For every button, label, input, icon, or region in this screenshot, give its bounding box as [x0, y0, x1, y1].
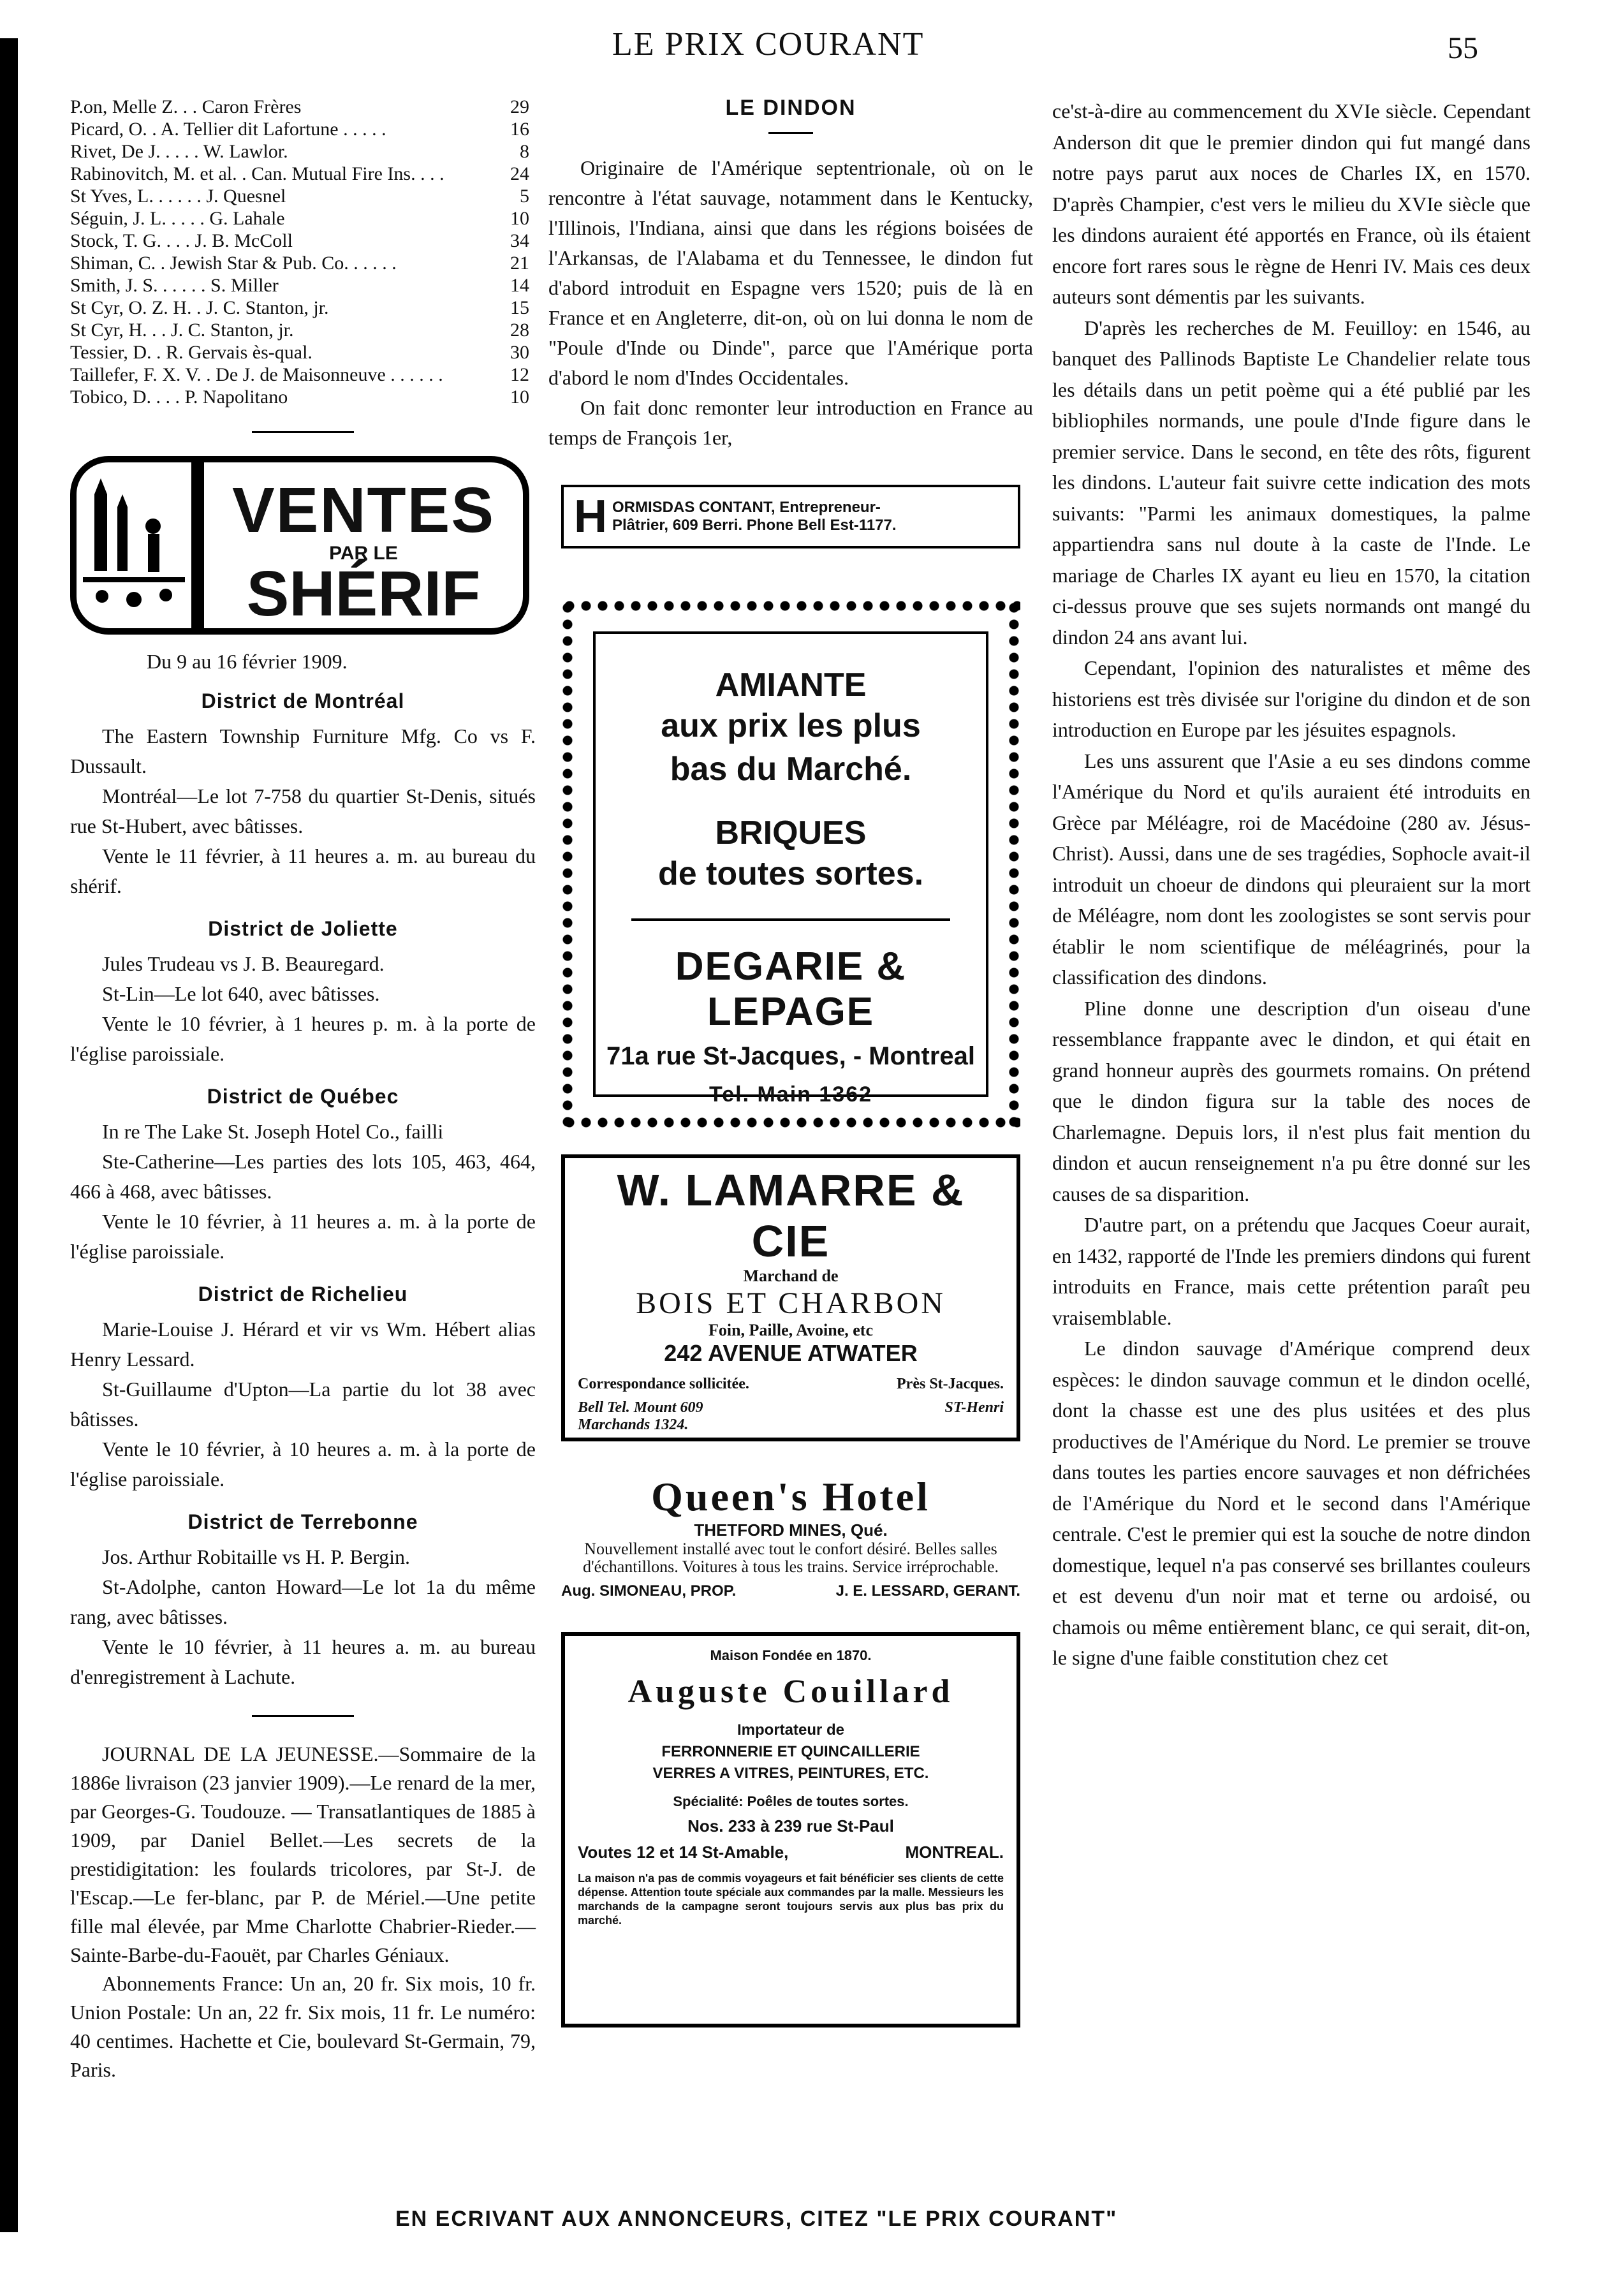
ad-line: Aug. SIMONEAU, PROP. — [561, 1582, 737, 1600]
paragraph: On fait donc remonter leur introduction en France au temps de François 1er, — [548, 396, 1033, 449]
list-row — [70, 230, 529, 252]
paragraph: Montréal—Le lot 7-758 du quartier St-Denis, situés rue St-Hubert, avec bâtisses. — [70, 784, 536, 837]
list-row — [70, 140, 529, 163]
ad-company: Auguste Couillard — [628, 1674, 954, 1710]
paragraph: D'autre part, on a prétendu que Jacques Coeur aurait, en 1432, rapporté de l'Inde les premiers dindons qui furent introduits en France, mais cette prétention paraît peu vraisemblable. — [1052, 1213, 1530, 1329]
list-value: 24 — [510, 163, 529, 184]
list-name: Rivet, De J. . . . . W. Lawlor. — [70, 141, 288, 162]
ad-line: VERRES A VITRES, PEINTURES, ETC. — [652, 1765, 929, 1782]
paragraph: Vente le 10 février, à 10 heures a. m. à la porte de l'église paroissiale. — [70, 1438, 536, 1490]
column-3 — [1052, 96, 1530, 1674]
list-value: 28 — [510, 320, 529, 341]
divider — [631, 918, 950, 921]
judgment-list — [70, 96, 529, 408]
divider — [252, 1715, 354, 1717]
list-name: Shiman, C. . Jewish Star & Pub. Co. . . . . . — [70, 253, 397, 274]
ad-description: Nouvellement installé avec tout le confort désiré. Belles salles d'échantillons. Voitures à tous les trains. Service irréprochable. — [582, 1540, 999, 1576]
journal-notice — [70, 1740, 536, 2084]
dot-border — [1008, 600, 1020, 1129]
ad-row — [578, 1843, 1004, 1862]
article-headline: LE DINDON — [725, 96, 856, 120]
list-name: Tobico, D. . . . P. Napolitano — [70, 386, 288, 408]
sherif-illustration — [70, 456, 198, 635]
list-value: 10 — [510, 208, 529, 229]
paragraph: Jules Trudeau vs J. B. Beauregard. — [102, 952, 385, 975]
list-name: Picard, O. . A. Tellier dit Lafortune . . . . . — [70, 119, 386, 140]
column-1 — [70, 96, 536, 2084]
ad-line: AMIANTE — [715, 666, 867, 703]
district-title: District de Québec — [207, 1085, 399, 1108]
divider — [768, 132, 813, 134]
ad-line: bas du Marché. — [670, 751, 912, 788]
column-2 — [548, 96, 1033, 2027]
ad-phone: Tel. Main 1362 — [708, 1082, 873, 1107]
ad-line: Importateur de — [737, 1721, 845, 1739]
ad-address: 71a rue St-Jacques, - Montreal — [606, 1042, 975, 1070]
list-value: 10 — [510, 386, 529, 408]
list-row — [70, 274, 529, 297]
list-row — [70, 319, 529, 341]
list-row — [70, 364, 529, 386]
ad-line: Voutes 12 et 14 St-Amable, — [578, 1843, 789, 1862]
cathedral-icon — [77, 462, 191, 628]
ad-line: Près St-Jacques. — [897, 1376, 1004, 1392]
paragraph: Les uns assurent que l'Asie a eu ses dindons comme l'Amérique du Nord et qu'ils auraient été introduits en Grèce par Méléagre, roi de Macédoine (280 av. Jésus-Christ). Aussi, dans une de ses tragédies, Sophocle avait-il introduit un choeur de dindons qui pleuraient sur la mort de Méléagre, nom dont les zoologistes se sont servis pour établir le nom scientifique de méléagrinés, pour la classification des dindons. — [1052, 749, 1530, 989]
ad-hormisdas — [561, 485, 1020, 548]
list-value: 29 — [510, 96, 529, 117]
district-title: District de Terrebonne — [187, 1510, 418, 1533]
paragraph: Abonnements France: Un an, 20 fr. Six mois, 10 fr. Union Postale: Un an, 22 fr. Six mois, 11 fr. Le numéro: 40 centimes. Hachette et Cie, boulevard St-Germain, 79, Paris. — [70, 1972, 536, 2081]
ad-line: ORMISDAS CONTANT, Entrepreneur- — [612, 499, 881, 516]
ad-line: BOIS ET CHARBON — [636, 1286, 946, 1320]
ad-row — [561, 1582, 1020, 1600]
ad-lamarre — [561, 1154, 1020, 1441]
paragraph: ce'st-à-dire au commencement du XVIe siècle. Cependant Anderson dit que le premier dindon qui fut mangé dans notre pays parut aux noces de Charles IX, en 1570. D'après Champier, c'est vers le milieu du XVIe siècle que les dindons auraient été apportés en France, où ils étaient encore fort rares sous le règne de Henri IV. Mais ces deux auteurs sont démentis par les suivants. — [1052, 99, 1530, 308]
list-row — [70, 118, 529, 140]
dot-border — [561, 600, 1020, 612]
page-footer: EN ECRIVANT AUX ANNONCEURS, CITEZ "LE PRIX COURANT" — [395, 2207, 1118, 2231]
page-header — [0, 26, 1600, 70]
list-name: St Cyr, O. Z. H. . J. C. Stanton, jr. — [70, 297, 329, 318]
list-value: 14 — [510, 275, 529, 296]
paragraph: St-Adolphe, canton Howard—Le lot 1a du même rang, avec bâtisses. — [70, 1575, 536, 1628]
list-row — [70, 163, 529, 185]
sherif-label: SHÉRIF — [246, 558, 481, 629]
ad-row — [578, 1399, 1004, 1417]
ad-location: THETFORD MINES, Qué. — [694, 1520, 888, 1540]
ad-company: W. LAMARRE & CIE — [617, 1165, 965, 1266]
drop-letter: H — [574, 491, 607, 542]
ad-line: Correspondance sollicitée. — [578, 1376, 749, 1392]
ad-line: Plâtrier, 609 Berri. Phone Bell Est-1177. — [612, 517, 897, 534]
ad-line: J. E. LESSARD, GERANT. — [835, 1582, 1020, 1600]
ad-address: Nos. 233 à 239 rue St-Paul — [687, 1816, 894, 1836]
ad-line: Foin, Paille, Avoine, etc — [708, 1321, 874, 1339]
ad-address: 242 AVENUE ATWATER — [664, 1340, 918, 1366]
ad-line: MONTREAL. — [905, 1843, 1004, 1862]
paragraph: St-Guillaume d'Upton—La partie du lot 38 avec bâtisses. — [70, 1378, 536, 1431]
ad-line: Spécialité: Poêles de toutes sortes. — [673, 1793, 909, 1809]
list-value: 5 — [520, 186, 529, 207]
paragraph: Le dindon sauvage d'Amérique comprend deux espèces: le dindon sauvage commun et le dindon ocellé, dont la chasse est une des plus usitées et des plus productives de l'Amérique du Nord. Le premier se trouve dans toutes les parties encore sauvages et non défrichées de l'Amérique du Nord et le second dans l'Amérique centrale. C'est le premier qui est la souche de notre dindon domestique, lequel n'a pas conservé ses brillantes couleurs et est devenu d'un noir mat et terne ou ardoisé, ou chamois ou même entièrement blanc, ce qui serait, dit-on, le signe d'une faible constitution chez cet — [1052, 1337, 1530, 1669]
ad-line: BRIQUES — [715, 814, 867, 851]
ad-line: Maison Fondée en 1870. — [710, 1647, 872, 1663]
list-row — [70, 96, 529, 118]
sherif-banner — [70, 456, 529, 641]
dot-border — [561, 1116, 1020, 1129]
paragraph: Pline donne une description d'un oiseau d'une ressemblance frappante avec le dindon, et qui était en grand honneur auprès des gourmets romains. On prétend que le dindon figura sur la table des noces de Charlemagne. Depuis lors, il n'est plus fait mention du dindon et aucun renseignement n'a pu être donné sur les causes de sa disparition. — [1052, 996, 1530, 1205]
district-title: District de Joliette — [208, 917, 398, 940]
list-row — [70, 252, 529, 274]
list-value: 21 — [510, 253, 529, 274]
list-name: Taillefer, F. X. V. . De J. de Maisonneuve . . . . . . — [70, 364, 443, 385]
list-value: 30 — [510, 342, 529, 363]
list-row — [70, 386, 529, 408]
ad-line: FERRONNERIE ET QUINCAILLERIE — [661, 1743, 920, 1760]
list-name: Rabinovitch, M. et al. . Can. Mutual Fire Ins. . . . — [70, 163, 444, 184]
list-name: Smith, J. S. . . . . . S. Miller — [70, 275, 279, 296]
list-row — [70, 185, 529, 207]
list-value: 8 — [520, 141, 529, 162]
ad-row — [578, 1376, 1004, 1393]
ad-queens-hotel — [561, 1473, 1020, 1600]
paragraph: Marie-Louise J. Hérard et vir vs Wm. Hébert alias Henry Lessard. — [70, 1318, 536, 1371]
divider — [252, 431, 354, 433]
list-name: St Cyr, H. . . J. C. Stanton, jr. — [70, 320, 294, 341]
list-value: 12 — [510, 364, 529, 385]
ad-line: Marchands 1324. — [578, 1417, 689, 1433]
ad-line: ST-Henri — [944, 1399, 1004, 1416]
paragraph: The Eastern Township Furniture Mfg. Co vs F. Dussault. — [70, 725, 536, 777]
district-title: District de Richelieu — [198, 1283, 408, 1306]
list-row — [70, 297, 529, 319]
list-name: Séguin, J. L. . . . . G. Lahale — [70, 208, 285, 229]
paragraph: St-Lin—Le lot 640, avec bâtisses. — [102, 982, 380, 1005]
list-name: Tessier, D. . R. Gervais ès-qual. — [70, 342, 312, 363]
journal-title: LE PRIX COURANT — [612, 26, 925, 63]
sale-dates: Du 9 au 16 février 1909. — [147, 650, 348, 673]
paragraph: Vente le 10 février, à 1 heures p. m. à la porte de l'église paroissiale. — [70, 1012, 536, 1065]
ad-row — [578, 1417, 1004, 1434]
ad-fine-print: La maison n'a pas de commis voyageurs et fait bénéficier ses clients de cette dépense. Attention toute spéciale aux commandes par la malle. Messieurs les marchands de la campagne seront toujours servis aux plus bas prix du marché. — [578, 1872, 1004, 1927]
ad-text — [612, 499, 897, 534]
paragraph: Ste-Catherine—Les parties des lots 105, 463, 464, 466 à 468, avec bâtisses. — [70, 1150, 536, 1203]
paragraph: Vente le 10 février, à 11 heures a. m. au bureau d'enregistrement à Lachute. — [70, 1635, 536, 1688]
list-row — [70, 341, 529, 364]
page-number: 55 — [1448, 31, 1478, 65]
scan-edge — [0, 38, 18, 2232]
paragraph: Vente le 10 février, à 11 heures a. m. à la porte de l'église paroissiale. — [70, 1210, 536, 1263]
ad-company: DEGARIE & LEPAGE — [675, 945, 907, 1034]
paragraph: Cependant, l'opinion des naturalistes et même des historiens est très divisée sur l'origine du dindon et de son introduction en Europe par les jésuites espagnols. — [1052, 656, 1530, 741]
ventes-label: VENTES — [231, 475, 495, 546]
list-name: Stock, T. G. . . . J. B. McColl — [70, 230, 293, 251]
list-name: St Yves, L. . . . . . J. Quesnel — [70, 186, 286, 207]
ad-amiante — [561, 600, 1020, 1129]
ad-couillard — [561, 1632, 1020, 2027]
list-row — [70, 207, 529, 230]
paragraph: Vente le 11 février, à 11 heures a. m. au bureau du shérif. — [70, 844, 536, 897]
dot-border — [561, 600, 574, 1129]
article-start — [548, 153, 1033, 453]
par-le-label: PAR LE — [329, 543, 398, 564]
list-name: P.on, Melle Z. . . Caron Frères — [70, 96, 302, 117]
article-continued — [1052, 96, 1530, 1674]
list-value: 15 — [510, 297, 529, 318]
list-value: 34 — [510, 230, 529, 251]
paragraph: D'après les recherches de M. Feuilloy: en 1546, au banquet des Pallinods Baptiste Le Chandelier relate tous les détails dans un petit poème qui a été publié par les bibliophiles normands, une poule d'Inde figure dans le premier service. Dans le second, en tête des rôts, figurent les dindons. L'auteur fait suivre cette indication des mots suivants: "Parmi les animaux domestiques, la palme appartiendra sans nul doute à la caste de l'Inde. Le mariage de Charles IX ayant eu lieu en 1570, la citation ci-dessus prouve que ses sujets normands ont mangé du dindon 24 ans avant lui. — [1052, 316, 1530, 649]
sherif-text-panel — [198, 456, 529, 635]
ad-line: aux prix les plus — [661, 707, 921, 744]
district-title: District de Montréal — [201, 689, 405, 712]
paragraph: Originaire de l'Amérique septentrionale, où on le rencontre à l'état sauvage, notamment dans le Kentucky, l'Illinois, l'Indiana, ainsi que dans les régions boisées de l'Arkansas, de l'Alabama et du Tennessee, le dindon fut d'abord introduit en Espagne vers 1520; puis de là en France et en Angleterre, dit-on, où on lui donna le nom de "Poule d'Inde ou Dinde", parce que l'Amérique porta d'abord le nom d'Indes Occidentales. — [548, 156, 1033, 389]
paragraph: JOURNAL DE LA JEUNESSE.—Sommaire de la 1886e livraison (23 janvier 1909).—Le renard de la mer, par Georges-G. Toudouze. — Transatlantiques de 1885 à 1909, par Daniel Bellet.—Les secrets de la prestidigitation: les foulards tricolores, par St-J. de l'Escap.—Le fer-blanc, par P. de Mériel.—Une petite fille mal élevée, par Mme Charlotte Chabrier-Rieder.—Sainte-Barbe-du-Faouët, par Charles Géniaux. — [70, 1742, 536, 1966]
paragraph: Jos. Arthur Robitaille vs H. P. Bergin. — [102, 1545, 410, 1568]
list-value: 16 — [510, 119, 529, 140]
ad-line: Marchand de — [743, 1267, 839, 1285]
paragraph: In re The Lake St. Joseph Hotel Co., failli — [102, 1120, 444, 1143]
ad-company: Queen's Hotel — [651, 1474, 930, 1519]
district-sections — [70, 686, 536, 1692]
ad-line: de toutes sortes. — [657, 855, 924, 892]
amiante-panel — [593, 631, 988, 1107]
ad-phone: Bell Tel. Mount 609 — [578, 1399, 703, 1416]
